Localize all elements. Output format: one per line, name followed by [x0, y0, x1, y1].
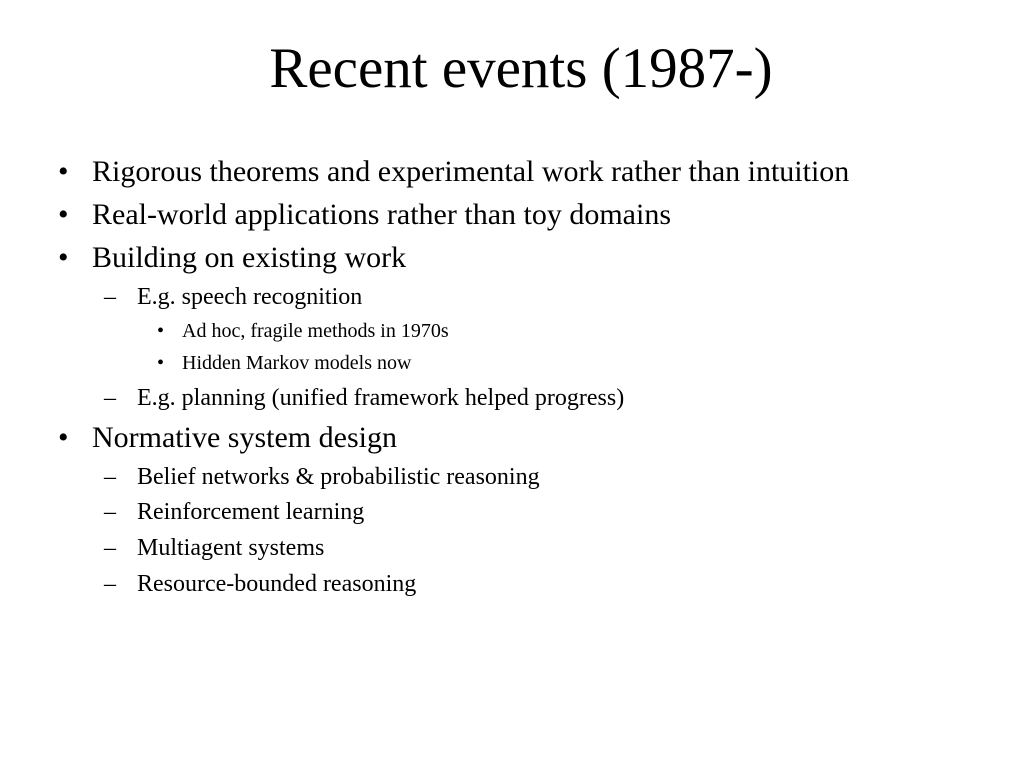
bullet-item	[58, 420, 978, 456]
sub-item-text: Reinforcement learning	[137, 499, 365, 525]
dash-marker: –	[104, 499, 116, 525]
sub-item-text: Resource-bounded reasoning	[137, 571, 417, 597]
dash-marker: –	[104, 571, 116, 597]
bullet-marker: •	[58, 421, 69, 454]
sub-item-text: Multiagent systems	[137, 535, 325, 561]
sub-item-text: E.g. planning (unified framework helped progress)	[137, 385, 625, 411]
bullet-text: Building on existing work	[92, 241, 407, 274]
dash-marker: –	[104, 284, 116, 310]
bullet-text: Rigorous theorems and experimental work rather than intuition	[92, 155, 850, 188]
bullet-marker: •	[58, 241, 69, 274]
bullet-item	[58, 154, 978, 190]
sub-item	[104, 497, 984, 527]
sub-item	[104, 383, 984, 413]
slide-title: Recent events (1987-)	[269, 37, 773, 100]
sub-item	[104, 569, 984, 599]
dash-marker: –	[104, 535, 116, 561]
bullet-marker: •	[58, 155, 69, 188]
sub-sub-item	[157, 318, 977, 344]
dash-marker: –	[104, 464, 116, 490]
bullet-item	[58, 240, 978, 276]
sub-sub-item-text: Hidden Markov models now	[182, 352, 412, 374]
dash-marker: –	[104, 385, 116, 411]
sub-sub-item-text: Ad hoc, fragile methods in 1970s	[182, 320, 449, 342]
sub-item	[104, 282, 984, 312]
bullet-marker: •	[157, 352, 165, 374]
sub-sub-item	[157, 350, 977, 376]
bullet-marker: •	[58, 198, 69, 231]
sub-item	[104, 462, 984, 492]
bullet-text: Normative system design	[92, 421, 397, 454]
bullet-marker: •	[157, 320, 165, 342]
bullet-text: Real-world applications rather than toy domains	[92, 198, 672, 231]
sub-item-text: E.g. speech recognition	[137, 284, 363, 310]
bullet-item	[58, 197, 978, 233]
sub-item	[104, 533, 984, 563]
sub-item-text: Belief networks & probabilistic reasoning	[137, 464, 540, 490]
